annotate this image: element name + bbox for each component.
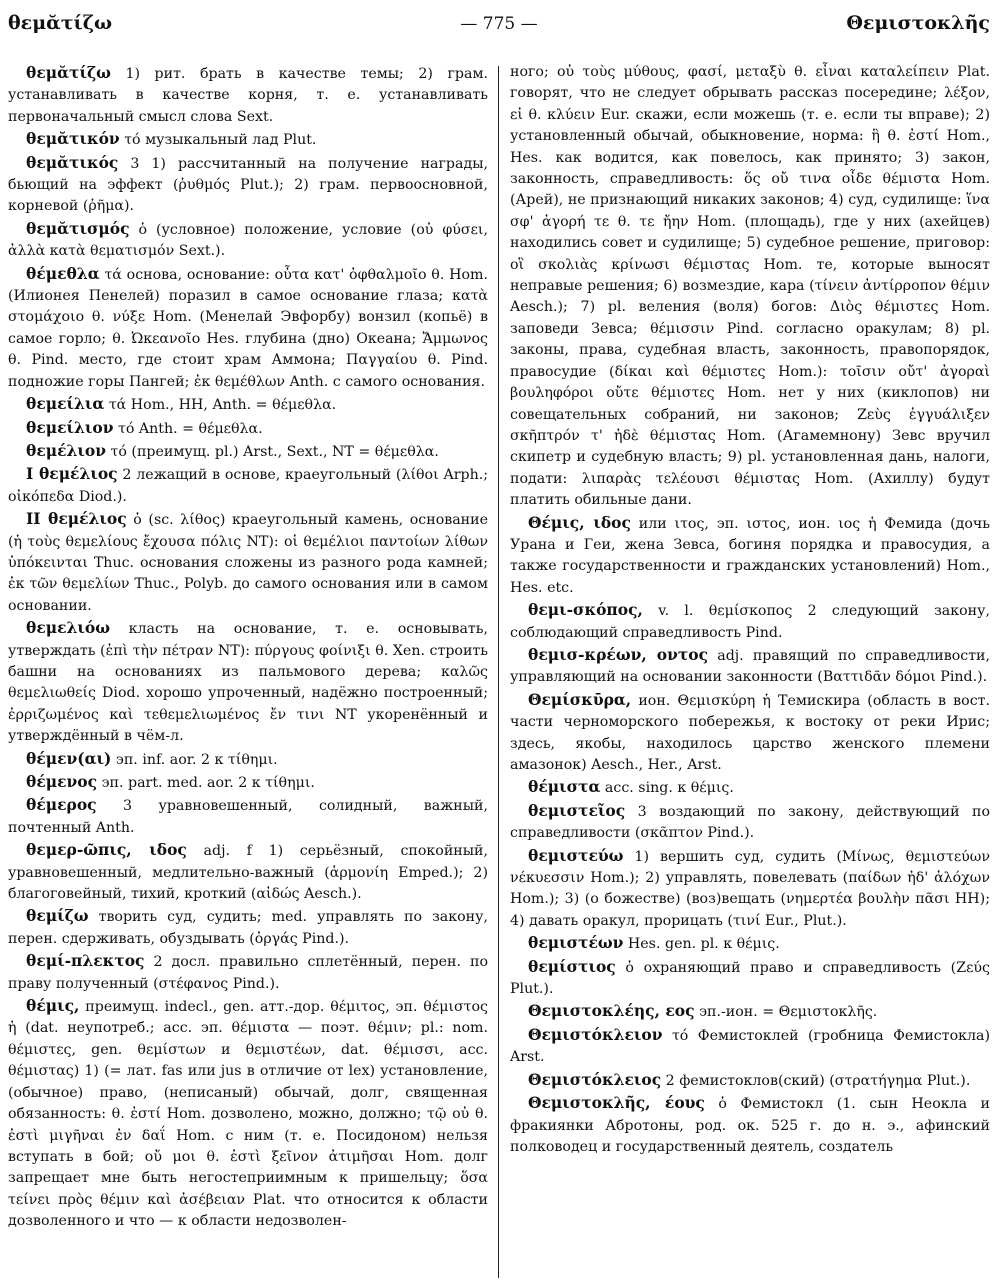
- dictionary-entry: [8, 839, 488, 905]
- entry-definition: τά Hom., HH, Anth. = θέμεθλα.: [104, 397, 337, 414]
- entry-headword: II θεμέλιος: [26, 509, 127, 529]
- entry-definition: творить суд, судить; med. управлять по закону, перен. сдерживать, обуздывать (ὀργάς Pind.).: [8, 909, 488, 947]
- entry-definition: эп.-ион. = Θεμιστοκλῆς.: [694, 1004, 878, 1021]
- dictionary-entry: [8, 463, 488, 508]
- dictionary-entry: [510, 800, 990, 845]
- dictionary-entry: [8, 152, 488, 218]
- entry-headword: Θεμιστοκλέης, εος: [528, 1001, 695, 1021]
- entry-headword: θεμέλιον: [26, 440, 106, 460]
- entry-headword: θέμεν(αι): [26, 748, 112, 768]
- dictionary-entry: [510, 62, 990, 512]
- entry-headword: I θεμέλιος: [26, 464, 118, 484]
- entry-definition: эп. part. med. aor. 2 к τίθημι.: [97, 775, 315, 791]
- dictionary-entry: [8, 617, 488, 747]
- entry-definition: v. l. θεμίσκοπος 2 следующий закону, соблюдающий справедливость Pind.: [510, 603, 990, 641]
- dictionary-entry: [510, 1069, 990, 1092]
- dictionary-entry: [510, 956, 990, 1001]
- entry-headword: θέμενος: [26, 772, 98, 791]
- entry-definition: τό Фемистоклей (гробница Фемистокла) Arst.: [510, 1027, 990, 1066]
- entry-definition: ὁ охраняющий право и справедливость (Ζεύς Plut.).: [510, 959, 990, 998]
- dictionary-entry: [8, 995, 488, 1232]
- dictionary-entry: [510, 1000, 990, 1023]
- entry-headword: θέμιστα: [528, 777, 601, 797]
- header-right-headword: Θεμιστοκλῆς: [846, 12, 990, 34]
- entry-headword: Θέμις, ιδος: [528, 512, 631, 532]
- entry-definition: Hes. gen. pl. к θέμις.: [623, 936, 780, 953]
- header-left-headword: θεμᾰτίζω: [8, 12, 113, 34]
- dictionary-entry: [8, 417, 488, 440]
- entry-definition: τό (преимущ. pl.) Arst., Sext., NT = θέμεθλα.: [106, 443, 439, 460]
- dictionary-entry: [510, 644, 990, 689]
- entry-headword: θεμιστέων: [528, 933, 624, 953]
- entry-headword: θεμίζω: [26, 906, 89, 926]
- column-divider: [498, 66, 499, 1278]
- entry-definition: ὁ Фемистокл (1. сын Неокла и фракиянки Абротоны, род. ок. 525 г. до н. э., афинский полководец и государственный деятель, создатель: [510, 1096, 990, 1155]
- dictionary-entry: [8, 62, 488, 128]
- entry-headword: Θεμιστόκλειον: [528, 1024, 663, 1044]
- entry-headword: θεμᾰτικόν: [26, 129, 120, 149]
- entry-definition: 2 фемистоклов(ский) (στρατήγημα Plut.).: [661, 1072, 971, 1089]
- entry-definition: эп. inf. aor. 2 к τίθημι.: [111, 751, 278, 768]
- entry-headword: θεμιστεύω: [528, 845, 624, 865]
- entry-headword: θέμεθλα: [26, 263, 100, 283]
- entry-definition: ион. Θεμισκύρη ἡ Темискира (область в вост. части черноморского побережья, к востоку от реки Ирис; здесь, якобы, находилось царство женского племени амазонок) Aesch., Her., Arst.: [510, 692, 990, 773]
- entry-headword: θεμείλιον: [26, 417, 114, 437]
- entry-definition: или ιτος, эп. ιστος, ион. ιος ἡ Фемида (дочь Урана и Геи, жена Зевса, богиня порядка и правосудия, а также государственности и гражданских установлений) Hom., Hes. etc.: [510, 515, 990, 596]
- dictionary-entry: [8, 508, 488, 617]
- dictionary-entry: [510, 845, 990, 933]
- dictionary-entry: [8, 263, 488, 393]
- dictionary-entry: [510, 776, 990, 799]
- entry-definition: adj. правящий по справедливости, управляющий на основании законности (Βαττιδᾶν δόμοι Pind.).: [510, 647, 990, 686]
- entry-definition: τό Anth. = θέμεθλα.: [113, 420, 263, 437]
- entry-headword: θεμείλια: [26, 394, 105, 414]
- dictionary-entry: [510, 1092, 990, 1158]
- dictionary-entry: [8, 128, 488, 151]
- entry-definition: класть на основание, т. е. основывать, утверждать (ἐπὶ τὴν πέτραν NT): πύργους φοίνιξι θ. Xen. строить башни на основаниях из пальмового дерева; καλῶς θεμελιωθείς Diod. хорошо упроченный, надёжно построенный; ἐρριζωμένος καὶ τεθεμελιωμένος ἔν τινι NT укоренённый и утверждённый в чём-л.: [8, 621, 488, 745]
- entry-headword: Θεμιστόκλειος: [528, 1069, 662, 1089]
- entry-definition: 1) рит. брать в качестве темы; 2) грам. устанавливать в качестве корня, т. е. устанавливать первоначальный смысл слова Sext.: [8, 66, 488, 125]
- entry-headword: θεμί-πλεκτος: [26, 951, 145, 971]
- dictionary-entry: [510, 599, 990, 644]
- entry-definition: acc. sing. к θέμις.: [600, 780, 734, 797]
- entry-headword: θέμις,: [26, 996, 80, 1016]
- entry-headword: Θεμίσκῡρα,: [528, 689, 632, 709]
- entry-headword: θεμι-σκόπος,: [528, 600, 643, 620]
- entry-definition: 2 лежащий в основе, краеугольный (λίθοι Arph.; οἰκόπεδα Diod.).: [8, 467, 488, 505]
- entry-headword: θεμισ-κρέων, οντος: [528, 644, 709, 664]
- dictionary-entry: [8, 771, 488, 794]
- entry-definition: ного; οὐ τοὺς μύθους, φασί, μεταξὺ θ. εἶναι καταλείπειν Plat. говорят, что не следует обрывать рассказ посередине; λέξον, εἰ θ. κλύειν Eur. скажи, если можешь (т. е. если ты вправе); 2) установленный обычай, обыкновение, норма: ἣ θ. ἐστί Hom., Hes. как водится, как повелось, как принято; 3) закон, законность, справедливость: ὅς οὔ τινα οἶδε θέμιστα Hom. (Арей), не признающий никаких законов; 4) суд, судилище: ἵνα σφ' ἀγορή τε θ. τε ἤην Hom. (площадь), где у них (ахейцев) находились совет и судилище; 5) судебное решение, приговор: οἳ σκολιὰς κρίνωσι θέμιστας Hom. те, которые выносят неправые решения; 6) возмездие, кара (τίνειν ἀντίρροπον θέμιν Aesch.); 7) pl. веления (воля) богов: Διὸς θέμιστες Hom. заповеди Зевса; θέμισσιν Pind. согласно оракулам; 8) pl. законы, права, судебная власть, законность, правопорядок, правосудие (δίκαι καὶ θέμιστες Hom.): τοῖσιν οὔτ' ἀγοραὶ βουληφόροι οὔτε θέμιστες Hom. нет у них (киклопов) ни совещательных собраний, ни законов; Ζεὺς ἐγγυάλιξεν σκῆπτρόν τ' ἠδὲ θέμιστας Hom. (Агамемнону) Зевс вручил скипетр и судебную власть; 9) pl. установленная дань, налоги, подати: λιπαρὰς τελέουσι θέμιστας Hom. (Ахиллу) будут платить обильные дани.: [510, 64, 990, 509]
- dictionary-entry: [8, 393, 488, 416]
- left-column: [8, 62, 488, 1282]
- entry-definition: adj. f 1) серьёзный, спокойный, уравновешенный, медлительно-важный (ἁρμονίη Emped.); 2) благоговейный, тихий, кроткий (αἰδώς Aesch.).: [8, 843, 488, 903]
- entry-definition: τά основа, основание: οὖτα κατ' ὀφθαλμοῖο θ. Hom. (Илионея Пенелей) поразил в самое основание глаза; κατὰ στομάχοιο θ. νύξε Hom. (Менелай Эвфорбу) вонзил (копьё) в самое горло; θ. Ὠκεανοῖο Hes. глубина (дно) Океана; Ἄμμωνος θ. Pind. место, где стоит храм Аммона; Παγγαίου θ. Pind. подножие горы Пангей; ἐκ θεμέθλων Anth. с самого основания.: [8, 266, 488, 390]
- entry-definition: ὁ (условное) положение, условие (οὐ φύσει, ἀλλὰ κατὰ θεματισμόν Sext.).: [8, 221, 488, 260]
- entry-definition: 1) вершить суд, судить (Μίνως, θεμιστεύων νέκυεσσιν Hom.); 2) управлять, повелевать (παίδων ἠδ' ἀλόχων Hom.); 3) (о божестве) (воз)вещать (νημερτέα βουλὴν πᾶσι HH); 4) давать оракул, прорицать (τινί Eur., Plut.).: [510, 848, 990, 929]
- entry-definition: τό музыкальный лад Plut.: [119, 132, 317, 149]
- right-column: [510, 62, 990, 1282]
- dictionary-entry: [8, 794, 488, 839]
- entry-definition: преимущ. indecl., gen. атт.-дор. θέμιτος, эп. θέμιστος ἡ (dat. неупотреб.; acc. эп. θέμιστα — поэт. θέμιν; pl.: nom. θέμιστες, gen. θεμίστων и θεμιστέων, dat. θέμισσι, acc. θέμιστας) 1) (= лат. fas или jus в отличие от lex) установление, (обычное) право, (неписаный) обычай, долг, священная обязанность: θ. ἐστί Hom. дозволено, можно, должно; τῷ οὐ θ. ἐστὶ μιγῆναι ἐν δαΐ Hom. с ним (т. е. Посидоном) нельзя вступать в бой; οὔ μοι θ. ἐστὶ ξεῖνον ἀτιμῆσαι Hom. долг запрещает мне быть негостеприимным к пришельцу; ὅσα τείνει πρὸς θέμιν καὶ ἀσέβειαν Plat. что относится к области дозволенного и что — к области недозволен-: [8, 999, 488, 1230]
- page-number: — 775 —: [460, 14, 538, 34]
- entry-definition: 3 1) рассчитанный на получение награды, бьющий на эффект (ῥυθμός Plut.); 2) грам. первоосновной, корневой (ῥῆμα).: [8, 155, 488, 215]
- entry-headword: θεμιστεῖος: [528, 800, 626, 820]
- entry-definition: 2 досл. правильно сплетённый, перен. по праву полученный (στέφανος Pind.).: [8, 954, 488, 992]
- page-header: [8, 12, 990, 42]
- entry-definition: 3 уравновешенный, солидный, важный, почтенный Anth.: [8, 798, 488, 836]
- entry-headword: θεμελιόω: [26, 618, 110, 638]
- dictionary-entry: [8, 218, 488, 263]
- dictionary-entry: [510, 932, 990, 955]
- dictionary-entry: [8, 950, 488, 995]
- dictionary-entry: [510, 1024, 990, 1069]
- dictionary-entry: [8, 905, 488, 950]
- dictionary-entry: [8, 748, 488, 771]
- entry-headword: θεμᾰτικός: [26, 152, 119, 172]
- entry-headword: θεμᾰτισμός: [26, 218, 130, 238]
- entry-definition: 3 воздающий по закону, действующий по справедливости (σκᾶπτον Pind.).: [510, 803, 990, 842]
- entry-headword: θεμίστιος: [528, 956, 616, 976]
- entry-headword: Θεμιστοκλῆς, έους: [528, 1093, 705, 1113]
- entry-headword: θεμᾰτίζω: [26, 63, 111, 82]
- dictionary-entry: [510, 512, 990, 600]
- entry-headword: θεμερ-ῶπις, ιδος: [26, 840, 187, 860]
- entry-headword: θέμερος: [26, 795, 97, 815]
- dictionary-entry: [510, 689, 990, 777]
- dictionary-entry: [8, 440, 488, 463]
- entry-definition: ὁ (sc. λίθος) краеугольный камень, основание (ἡ τοὺς θεμελίους ἔχουσα πόλις NT): οἱ θεμέλιοι παντοίων λίθων ὑπόκεινται Thuc. основания сложены из разного рода камней; ἐκ τῶν θεμελίων Thuc., Polyb. до самого основания или в самом основании.: [8, 512, 488, 614]
